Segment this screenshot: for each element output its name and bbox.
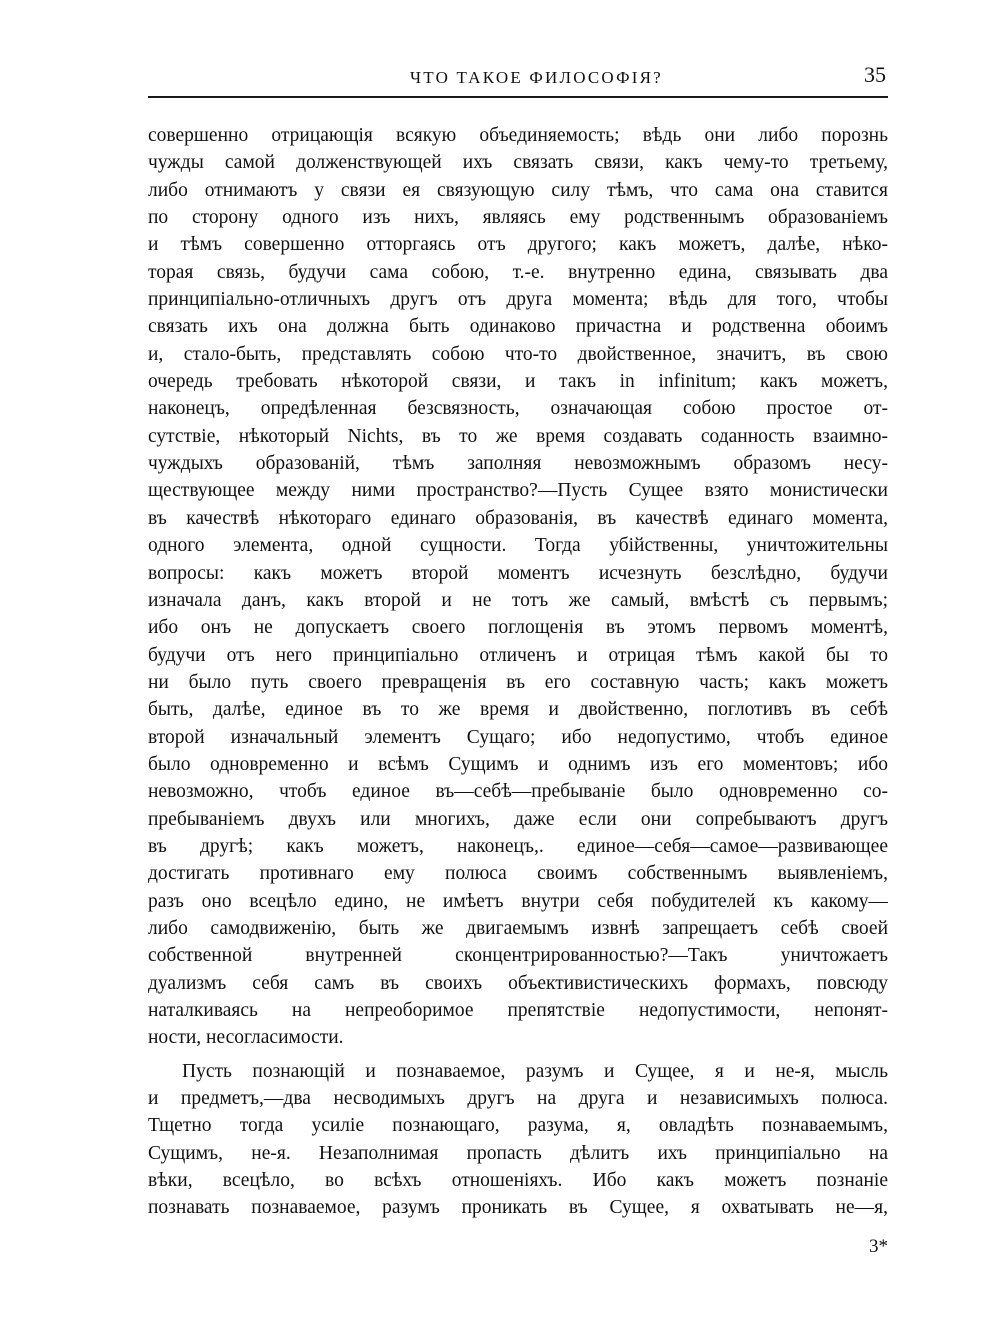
text-line: принципіально-отличныхъ другъ отъ друга момента; вѣдь для того, чтобы — [148, 289, 888, 311]
text-line: Пусть познающій и познаваемое, разумъ и Сущее, я и не-я, мысль — [182, 1060, 888, 1082]
text-line: сутствіе, нѣкоторый Nichts, въ то же время создавать соданность взаимно- — [148, 425, 888, 447]
text-line: наталкиваясь на непреоборимое препятствіе недопустимости, непонят- — [148, 1000, 888, 1021]
text-line: связать ихъ она должна быть одинаково причастна и родственна обоимъ — [148, 316, 888, 338]
text-line: наконецъ, опредѣленная безсвязность, означающая собою простое от- — [148, 398, 888, 420]
text-line: Сущимъ, не-я. Незаполнимая пропасть дѣлитъ ихъ принципіально на — [148, 1142, 888, 1164]
text-line: вопросы: какъ можетъ второй моментъ исчезнуть безслѣдно, будучи — [148, 562, 888, 584]
text-line: ности, несогласимости. — [148, 1027, 344, 1049]
running-header — [148, 62, 888, 98]
text-line: чужды самой долженствующей ихъ связать связи, какъ чему-то третьему, — [148, 152, 888, 174]
text-line: ществующее между ними пространство?—Пусть Сущее взято монистически — [148, 480, 888, 502]
text-line: второй изначальный элементъ Сущаго; ибо недопустимо, чтобъ единое — [148, 726, 888, 748]
body-text — [148, 122, 888, 1222]
text-line: совершенно отрицающія всякую объединяемость; вѣдь они либо порознь — [148, 125, 888, 146]
text-line: въ качествѣ нѣкотораго единаго образованія, въ качествѣ единаго момента, — [148, 507, 888, 529]
paragraph-2 — [148, 1058, 888, 1222]
text-line: очередь требовать нѣкоторой связи, и такъ in infinitum; какъ можетъ, — [148, 371, 888, 393]
text-line: либо отнимаютъ у связи ея связующую силу тѣмъ, что сама она ставится — [148, 179, 888, 201]
text-line: дуализмъ себя самъ въ своихъ объективистическихъ формахъ, повсюду — [148, 972, 888, 994]
text-line: вѣки, всецѣло, во всѣхъ отношеніяхъ. Ибо какъ можетъ познаніе — [148, 1170, 888, 1192]
text-line: и тѣмъ совершенно отторгаясь отъ другого; какъ можетъ, далѣе, нѣко- — [148, 234, 888, 256]
text-line: чуждыхъ образованій, тѣмъ заполняя невозможнымъ образомъ несу- — [148, 453, 888, 475]
paragraph-1 — [148, 122, 888, 1052]
text-line: и предметъ,—два несводимыхъ другъ на друга и независимыхъ полюса. — [148, 1088, 888, 1110]
text-line: быть, далѣе, единое въ то же время и двойственно, поглотивъ въ себѣ — [148, 699, 888, 721]
text-line: собственной внутренней сконцентрированностью?—Такъ уничтожаетъ — [148, 945, 888, 967]
text-line: и, стало-быть, представлять собою что-то двойственное, значитъ, въ свою — [148, 343, 888, 365]
text-line: по сторону одного изъ нихъ, являясь ему родственнымъ образованіемъ — [148, 207, 888, 229]
text-line: было одновременно и всѣмъ Сущимъ и однимъ изъ его моментовъ; ибо — [148, 753, 888, 775]
text-line: одного элемента, одной сущности. Тогда убійственны, уничтожительны — [148, 535, 888, 557]
text-line: въ другѣ; какъ можетъ, наконецъ,. единое—себя—самое—развивающее — [148, 835, 888, 857]
signature-mark: 3* — [869, 1236, 888, 1257]
text-line: невозможно, чтобъ единое въ—себѣ—пребываніе было одновременно со- — [148, 781, 888, 803]
running-title: ЧТО ТАКОЕ ФИЛОСОФІЯ? — [410, 68, 663, 87]
text-line: познавать познаваемое, разумъ проникать въ Сущее, я охватывать не—я, — [148, 1197, 888, 1219]
text-line: торая связь, будучи сама собою, т.-е. внутренно едина, связывать два — [148, 261, 888, 283]
text-line: пребываніемъ двухъ или многихъ, даже если они сопребываютъ другъ — [148, 808, 888, 830]
text-line: разъ оно всецѣло едино, не имѣетъ внутри себя побудителей къ какому— — [148, 890, 888, 912]
text-line: Тщетно тогда усиліе познающаго, разума, я, овладѣть познаваемымъ, — [148, 1115, 888, 1137]
text-line: ни было путь своего превращенія въ его составную часть; какъ можетъ — [148, 671, 888, 693]
text-line: либо самодвиженію, быть же двигаемымъ извнѣ запрещаетъ себѣ своей — [148, 917, 888, 939]
text-line: ибо онъ не допускаетъ своего поглощенія въ этомъ первомъ моментѣ, — [148, 617, 888, 639]
text-line: достигать противнаго ему полюса своимъ собственнымъ выявленіемъ, — [148, 863, 888, 885]
text-line: изначала данъ, какъ второй и не тотъ же самый, вмѣстѣ съ первымъ; — [148, 589, 888, 611]
text-line: будучи отъ него принципіально отличенъ и отрицая тѣмъ какой бы то — [148, 644, 888, 666]
page-number: 35 — [864, 62, 886, 87]
